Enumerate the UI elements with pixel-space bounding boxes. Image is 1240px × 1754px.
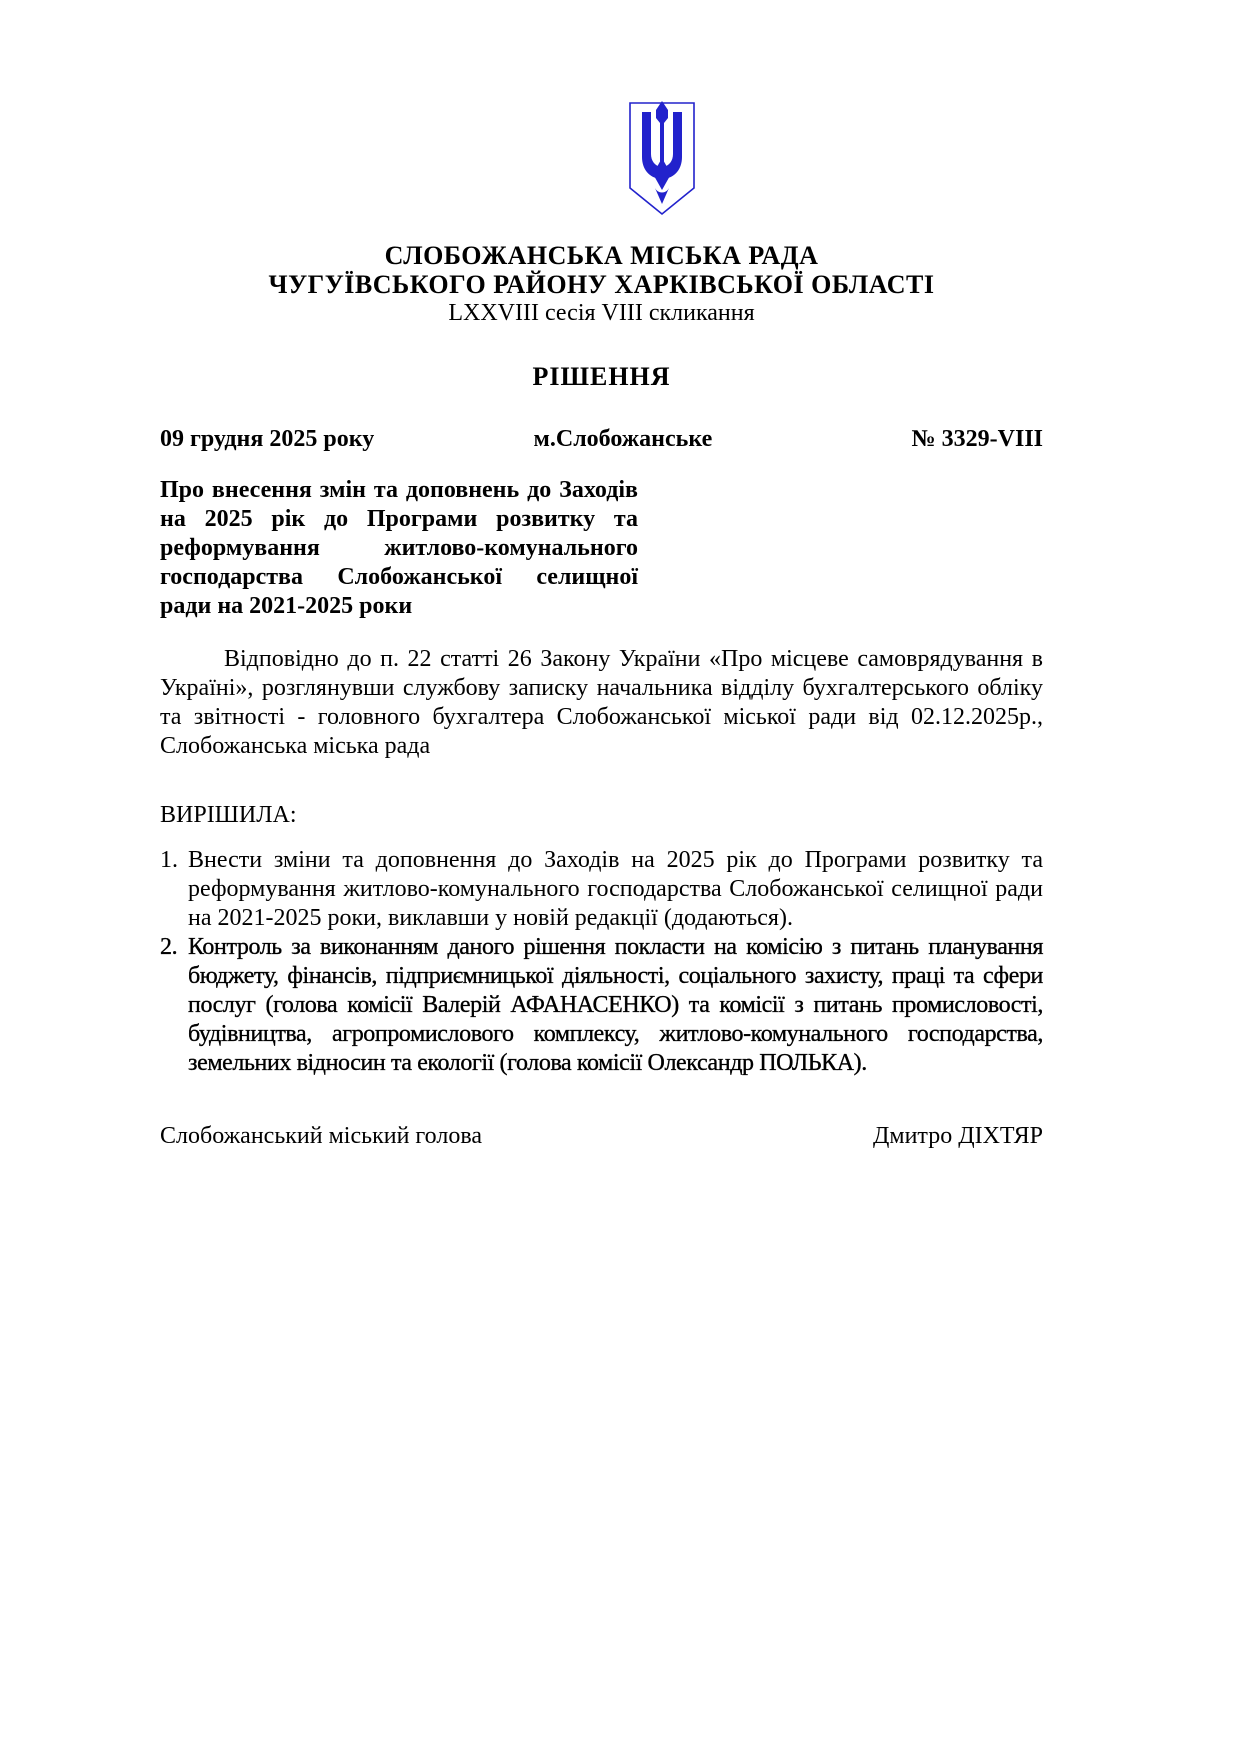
signatory-position: Слобожанський міський голова [160, 1123, 482, 1149]
list-item [160, 846, 1043, 933]
subject-paragraph: Про внесення змін та доповнень до Заходів на 2025 рік до Програми розвитку та реформування житлово-комунального господарства Слобожанської селищної ради на 2021-2025 роки [160, 477, 638, 619]
list-item-text: Внести зміни та доповнення до Заходів на 2025 рік до Програми розвитку та реформування житлово-комунального господарства Слобожанської селищної ради на 2021-2025 роки, виклавши у новій редакції (додаються). [188, 847, 1043, 931]
org-header [160, 241, 1043, 328]
meta-row [160, 425, 1043, 454]
preamble-paragraph: Відповідно до п. 22 статті 26 Закону України «Про місцеве самоврядування в Україні», розглянувши службову записку начальника відділу бухгалтерського обліку та звітності - головного бухгалтера Слобожанської міської ради від 02.12.2025р., Слобожанська міська рада [160, 646, 1043, 759]
doc-date: 09 грудня 2025 року [160, 426, 375, 452]
signatory-name: Дмитро ДІХТЯР [873, 1123, 1043, 1149]
doc-title: РІШЕННЯ [532, 362, 671, 391]
resolution-list [160, 846, 1043, 1078]
list-item [160, 933, 1043, 1078]
emblem-container [160, 100, 1043, 223]
signature-row [160, 1122, 1043, 1151]
org-name-line2: ЧУГУЇВСЬКОГО РАЙОНУ ХАРКІВСЬКОЇ ОБЛАСТІ [268, 270, 935, 299]
list-item-number: 2. [160, 934, 178, 960]
org-name-line1: СЛОБОЖАНСЬКА МІСЬКА РАДА [384, 241, 819, 270]
session-line: LXXVIII сесія VIII скликання [448, 300, 755, 326]
resolved-label: ВИРІШИЛА: [160, 802, 297, 828]
list-item-number: 1. [160, 847, 178, 873]
doc-place: м.Слобожанське [533, 426, 713, 452]
ukraine-trident-emblem-icon [627, 100, 697, 223]
doc-number: № 3329-VIII [911, 426, 1043, 452]
list-item-text: Контроль за виконанням даного рішення покласти на комісію з питань планування бюджету, фінансів, підприємницької діяльності, соціального захисту, праці та сфери послуг (голова комісії Валерій АФАНАСЕНКО) та комісії з питань промисловості, будівництва, агропромислового комплексу, житлово-комунального господарства, земельних відносин та екології (голова комісії Олександр ПОЛЬКА). [188, 934, 1043, 1076]
